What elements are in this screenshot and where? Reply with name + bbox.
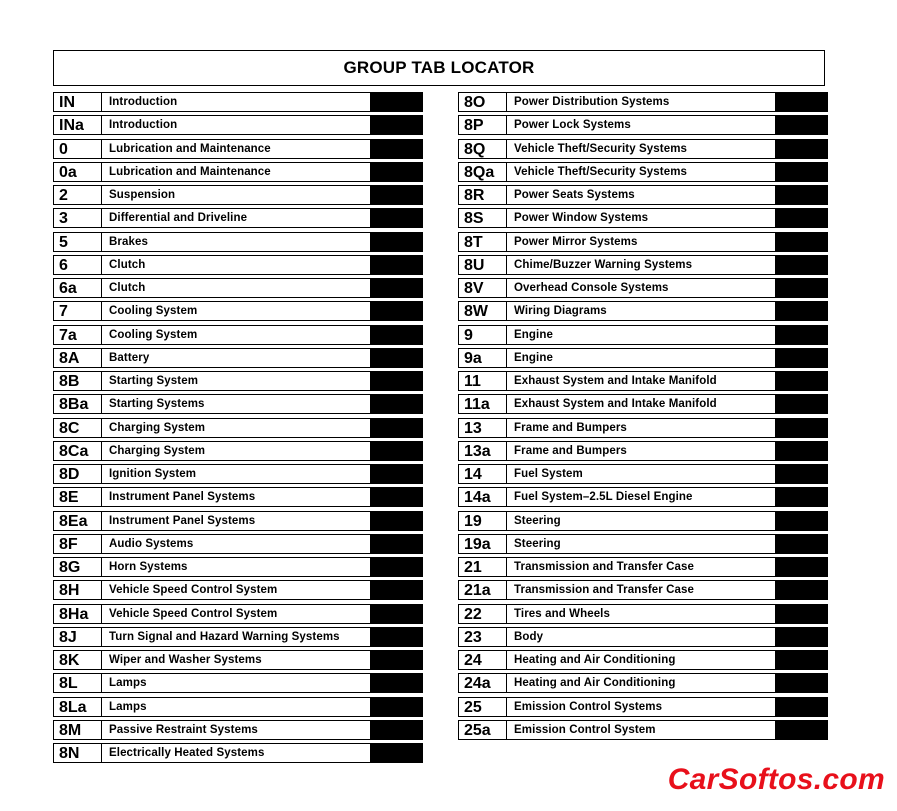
black-tab-marker xyxy=(370,116,422,134)
black-tab-marker xyxy=(775,233,827,251)
group-row[interactable] xyxy=(458,325,828,345)
group-code: 24a xyxy=(459,674,507,692)
group-name: Engine xyxy=(514,328,553,341)
group-row[interactable] xyxy=(458,534,828,554)
group-name: Power Distribution Systems xyxy=(514,96,670,108)
group-name: Transmission and Transfer Case xyxy=(514,584,695,597)
group-row[interactable] xyxy=(53,464,423,484)
group-code: 3 xyxy=(54,209,102,227)
group-name: Power Seats Systems xyxy=(514,189,635,201)
group-code: 8W xyxy=(459,302,507,320)
group-code: 8J xyxy=(54,628,102,646)
group-code: 8Ea xyxy=(54,512,102,530)
group-row[interactable] xyxy=(53,162,423,182)
black-tab-marker xyxy=(775,674,827,692)
group-code: 8La xyxy=(54,698,102,716)
black-tab-marker xyxy=(775,163,827,181)
group-row[interactable] xyxy=(53,604,423,624)
group-code: 0 xyxy=(54,140,102,158)
black-tab-marker xyxy=(775,581,827,599)
group-code: 23 xyxy=(459,628,507,646)
black-tab-marker xyxy=(370,558,422,576)
group-name: Audio Systems xyxy=(109,537,194,550)
group-row[interactable] xyxy=(458,720,828,740)
group-name: Turn Signal and Hazard Warning Systems xyxy=(109,630,340,643)
black-tab-marker xyxy=(775,721,827,739)
black-tab-marker xyxy=(370,674,422,692)
group-name: Overhead Console Systems xyxy=(514,282,669,294)
group-row[interactable] xyxy=(458,487,828,507)
group-code: 7a xyxy=(54,326,102,344)
group-name: Horn Systems xyxy=(109,561,188,573)
group-code: 6a xyxy=(54,279,102,297)
black-tab-marker xyxy=(775,279,827,297)
group-row[interactable] xyxy=(458,650,828,670)
black-tab-marker xyxy=(775,465,827,483)
group-code: 8O xyxy=(459,93,507,111)
group-name: Power Lock Systems xyxy=(514,119,631,132)
group-code: 22 xyxy=(459,605,507,623)
group-name: Charging System xyxy=(109,444,206,457)
black-tab-marker xyxy=(370,488,422,506)
group-row[interactable] xyxy=(458,255,828,275)
black-tab-marker xyxy=(370,721,422,739)
group-code: 21a xyxy=(459,581,507,599)
right-column xyxy=(458,92,828,743)
black-tab-marker xyxy=(775,186,827,204)
group-row[interactable] xyxy=(53,325,423,345)
group-row[interactable] xyxy=(53,278,423,298)
black-tab-marker xyxy=(370,372,422,390)
group-name: Steering xyxy=(514,537,561,550)
group-name: Engine xyxy=(514,351,553,364)
group-code: 8G xyxy=(54,558,102,576)
black-tab-marker xyxy=(370,651,422,669)
group-code: 14 xyxy=(459,465,507,483)
group-row[interactable] xyxy=(458,627,828,647)
group-name: Exhaust System and Intake Manifold xyxy=(514,375,717,387)
group-code: 0a xyxy=(54,163,102,181)
group-row[interactable] xyxy=(458,418,828,438)
group-name: Charging System xyxy=(109,421,206,434)
group-code: 7 xyxy=(54,302,102,320)
group-row[interactable] xyxy=(458,441,828,461)
black-tab-marker xyxy=(370,140,422,158)
group-code: IN xyxy=(54,93,102,111)
black-tab-marker xyxy=(775,349,827,367)
group-row[interactable] xyxy=(53,208,423,228)
group-code: 2 xyxy=(54,186,102,204)
group-code: 5 xyxy=(54,233,102,251)
group-row[interactable] xyxy=(458,278,828,298)
group-code: 8V xyxy=(459,279,507,297)
group-row[interactable] xyxy=(458,185,828,205)
group-row[interactable] xyxy=(458,697,828,717)
black-tab-marker xyxy=(370,233,422,251)
group-name: Vehicle Speed Control System xyxy=(109,607,278,620)
group-row[interactable] xyxy=(53,441,423,461)
left-column xyxy=(53,92,423,766)
group-name: Vehicle Theft/Security Systems xyxy=(514,142,688,155)
group-code: 13 xyxy=(459,419,507,437)
group-row[interactable] xyxy=(53,418,423,438)
group-row[interactable] xyxy=(458,208,828,228)
group-name: Wiring Diagrams xyxy=(514,305,607,318)
group-name: Battery xyxy=(109,351,150,364)
black-tab-marker xyxy=(775,558,827,576)
black-tab-marker xyxy=(775,442,827,460)
group-name: Introduction xyxy=(109,96,178,108)
group-code: 8M xyxy=(54,721,102,739)
group-row[interactable] xyxy=(458,394,828,414)
group-name: Heating and Air Conditioning xyxy=(514,654,676,666)
group-code: 13a xyxy=(459,442,507,460)
group-row[interactable] xyxy=(53,743,423,763)
group-name: Starting System xyxy=(109,375,199,387)
black-tab-marker xyxy=(370,395,422,413)
group-row[interactable] xyxy=(53,371,423,391)
group-name: Vehicle Speed Control System xyxy=(109,584,278,597)
group-code: 25a xyxy=(459,721,507,739)
group-row[interactable] xyxy=(53,185,423,205)
group-code: 19a xyxy=(459,535,507,553)
group-name: Clutch xyxy=(109,282,146,294)
black-tab-marker xyxy=(370,419,422,437)
group-code: 8A xyxy=(54,349,102,367)
group-row[interactable] xyxy=(458,371,828,391)
black-tab-marker xyxy=(370,209,422,227)
group-row[interactable] xyxy=(53,534,423,554)
group-row[interactable] xyxy=(458,557,828,577)
watermark-logo: CarSoftos.com xyxy=(667,763,885,796)
group-name: Clutch xyxy=(109,258,146,271)
black-tab-marker xyxy=(775,605,827,623)
black-tab-marker xyxy=(370,535,422,553)
group-name: Tires and Wheels xyxy=(514,607,610,620)
group-row[interactable] xyxy=(458,604,828,624)
black-tab-marker xyxy=(370,256,422,274)
group-row[interactable] xyxy=(458,511,828,531)
group-code: 8Q xyxy=(459,140,507,158)
group-row[interactable] xyxy=(458,92,828,112)
group-row[interactable] xyxy=(53,511,423,531)
group-row[interactable] xyxy=(458,115,828,135)
group-row[interactable] xyxy=(53,627,423,647)
group-code: 11 xyxy=(459,372,507,390)
black-tab-marker xyxy=(775,395,827,413)
group-name: Lamps xyxy=(109,700,147,713)
group-row[interactable] xyxy=(458,464,828,484)
group-code: 8F xyxy=(54,535,102,553)
group-name: Instrument Panel Systems xyxy=(109,491,256,504)
black-tab-marker xyxy=(775,512,827,530)
black-tab-marker xyxy=(775,698,827,716)
group-row[interactable] xyxy=(53,673,423,693)
black-tab-marker xyxy=(775,419,827,437)
group-row[interactable] xyxy=(458,348,828,368)
group-name: Lubrication and Maintenance xyxy=(109,142,271,155)
group-row[interactable] xyxy=(53,92,423,112)
black-tab-marker xyxy=(370,279,422,297)
group-code: 24 xyxy=(459,651,507,669)
group-name: Cooling System xyxy=(109,305,198,318)
group-name: Heating and Air Conditioning xyxy=(514,677,676,690)
group-row[interactable] xyxy=(458,162,828,182)
black-tab-marker xyxy=(370,442,422,460)
group-code: 8R xyxy=(459,186,507,204)
group-code: 8E xyxy=(54,488,102,506)
group-name: Frame and Bumpers xyxy=(514,444,627,457)
group-code: 9 xyxy=(459,326,507,344)
black-tab-marker xyxy=(775,256,827,274)
black-tab-marker xyxy=(370,302,422,320)
black-tab-marker xyxy=(775,628,827,646)
group-name: Frame and Bumpers xyxy=(514,421,627,434)
group-name: Power Window Systems xyxy=(514,212,649,225)
group-row[interactable] xyxy=(53,348,423,368)
group-code: 8U xyxy=(459,256,507,274)
black-tab-marker xyxy=(775,535,827,553)
group-code: 8S xyxy=(459,209,507,227)
black-tab-marker xyxy=(370,628,422,646)
group-row[interactable] xyxy=(458,139,828,159)
group-name: Fuel System–2.5L Diesel Engine xyxy=(514,491,693,504)
black-tab-marker xyxy=(775,326,827,344)
black-tab-marker xyxy=(775,651,827,669)
group-code: 9a xyxy=(459,349,507,367)
black-tab-marker xyxy=(370,93,422,111)
group-code: 8Ba xyxy=(54,395,102,413)
group-name: Fuel System xyxy=(514,468,583,480)
group-code: 8K xyxy=(54,651,102,669)
black-tab-marker xyxy=(370,698,422,716)
black-tab-marker xyxy=(370,581,422,599)
black-tab-marker xyxy=(370,163,422,181)
black-tab-marker xyxy=(370,186,422,204)
black-tab-marker xyxy=(370,744,422,762)
group-code: 6 xyxy=(54,256,102,274)
group-row[interactable] xyxy=(53,301,423,321)
group-name: Instrument Panel Systems xyxy=(109,514,256,527)
group-name: Lubrication and Maintenance xyxy=(109,165,271,178)
group-row[interactable] xyxy=(53,697,423,717)
group-name: Brakes xyxy=(109,235,148,248)
group-row[interactable] xyxy=(53,557,423,577)
group-row[interactable] xyxy=(53,394,423,414)
group-row[interactable] xyxy=(53,232,423,252)
group-row[interactable] xyxy=(458,580,828,600)
group-code: 11a xyxy=(459,395,507,413)
page-title: GROUP TAB LOCATOR xyxy=(53,50,825,86)
group-code: 8T xyxy=(459,233,507,251)
black-tab-marker xyxy=(775,372,827,390)
group-code: 8H xyxy=(54,581,102,599)
group-code: 8C xyxy=(54,419,102,437)
black-tab-marker xyxy=(370,512,422,530)
group-name: Wiper and Washer Systems xyxy=(109,654,262,666)
group-row[interactable] xyxy=(458,232,828,252)
group-code: 25 xyxy=(459,698,507,716)
group-row[interactable] xyxy=(53,720,423,740)
group-row[interactable] xyxy=(458,301,828,321)
black-tab-marker xyxy=(775,93,827,111)
group-code: 8P xyxy=(459,116,507,134)
group-row[interactable] xyxy=(53,115,423,135)
group-name: Power Mirror Systems xyxy=(514,235,638,248)
group-row[interactable] xyxy=(53,139,423,159)
group-row[interactable] xyxy=(53,580,423,600)
group-name: Introduction xyxy=(109,119,178,132)
group-name: Differential and Driveline xyxy=(109,212,248,225)
group-name: Body xyxy=(514,630,544,643)
group-name: Emission Control Systems xyxy=(514,700,663,713)
group-name: Passive Restraint Systems xyxy=(109,723,258,736)
group-name: Lamps xyxy=(109,677,147,690)
black-tab-marker xyxy=(370,326,422,344)
black-tab-marker xyxy=(775,302,827,320)
black-tab-marker xyxy=(775,488,827,506)
black-tab-marker xyxy=(370,605,422,623)
group-name: Exhaust System and Intake Manifold xyxy=(514,398,717,411)
group-name: Starting Systems xyxy=(109,398,205,411)
group-code: 8L xyxy=(54,674,102,692)
group-code: 21 xyxy=(459,558,507,576)
group-code: 8Ca xyxy=(54,442,102,460)
group-name: Chime/Buzzer Warning Systems xyxy=(514,258,693,271)
group-code: INa xyxy=(54,116,102,134)
group-name: Ignition System xyxy=(109,468,197,480)
black-tab-marker xyxy=(775,116,827,134)
group-code: 8D xyxy=(54,465,102,483)
group-code: 14a xyxy=(459,488,507,506)
group-name: Steering xyxy=(514,514,561,527)
group-name: Transmission and Transfer Case xyxy=(514,561,695,573)
group-name: Emission Control System xyxy=(514,723,656,736)
group-row[interactable] xyxy=(458,673,828,693)
group-code: 8B xyxy=(54,372,102,390)
group-code: 19 xyxy=(459,512,507,530)
group-code: 8Qa xyxy=(459,163,507,181)
group-name: Suspension xyxy=(109,189,176,201)
group-row[interactable] xyxy=(53,487,423,507)
black-tab-marker xyxy=(370,349,422,367)
group-row[interactable] xyxy=(53,650,423,670)
black-tab-marker xyxy=(775,209,827,227)
group-name: Electrically Heated Systems xyxy=(109,747,265,759)
group-code: 8N xyxy=(54,744,102,762)
group-code: 8Ha xyxy=(54,605,102,623)
black-tab-marker xyxy=(775,140,827,158)
group-name: Cooling System xyxy=(109,328,198,341)
group-name: Vehicle Theft/Security Systems xyxy=(514,165,688,178)
group-row[interactable] xyxy=(53,255,423,275)
black-tab-marker xyxy=(370,465,422,483)
